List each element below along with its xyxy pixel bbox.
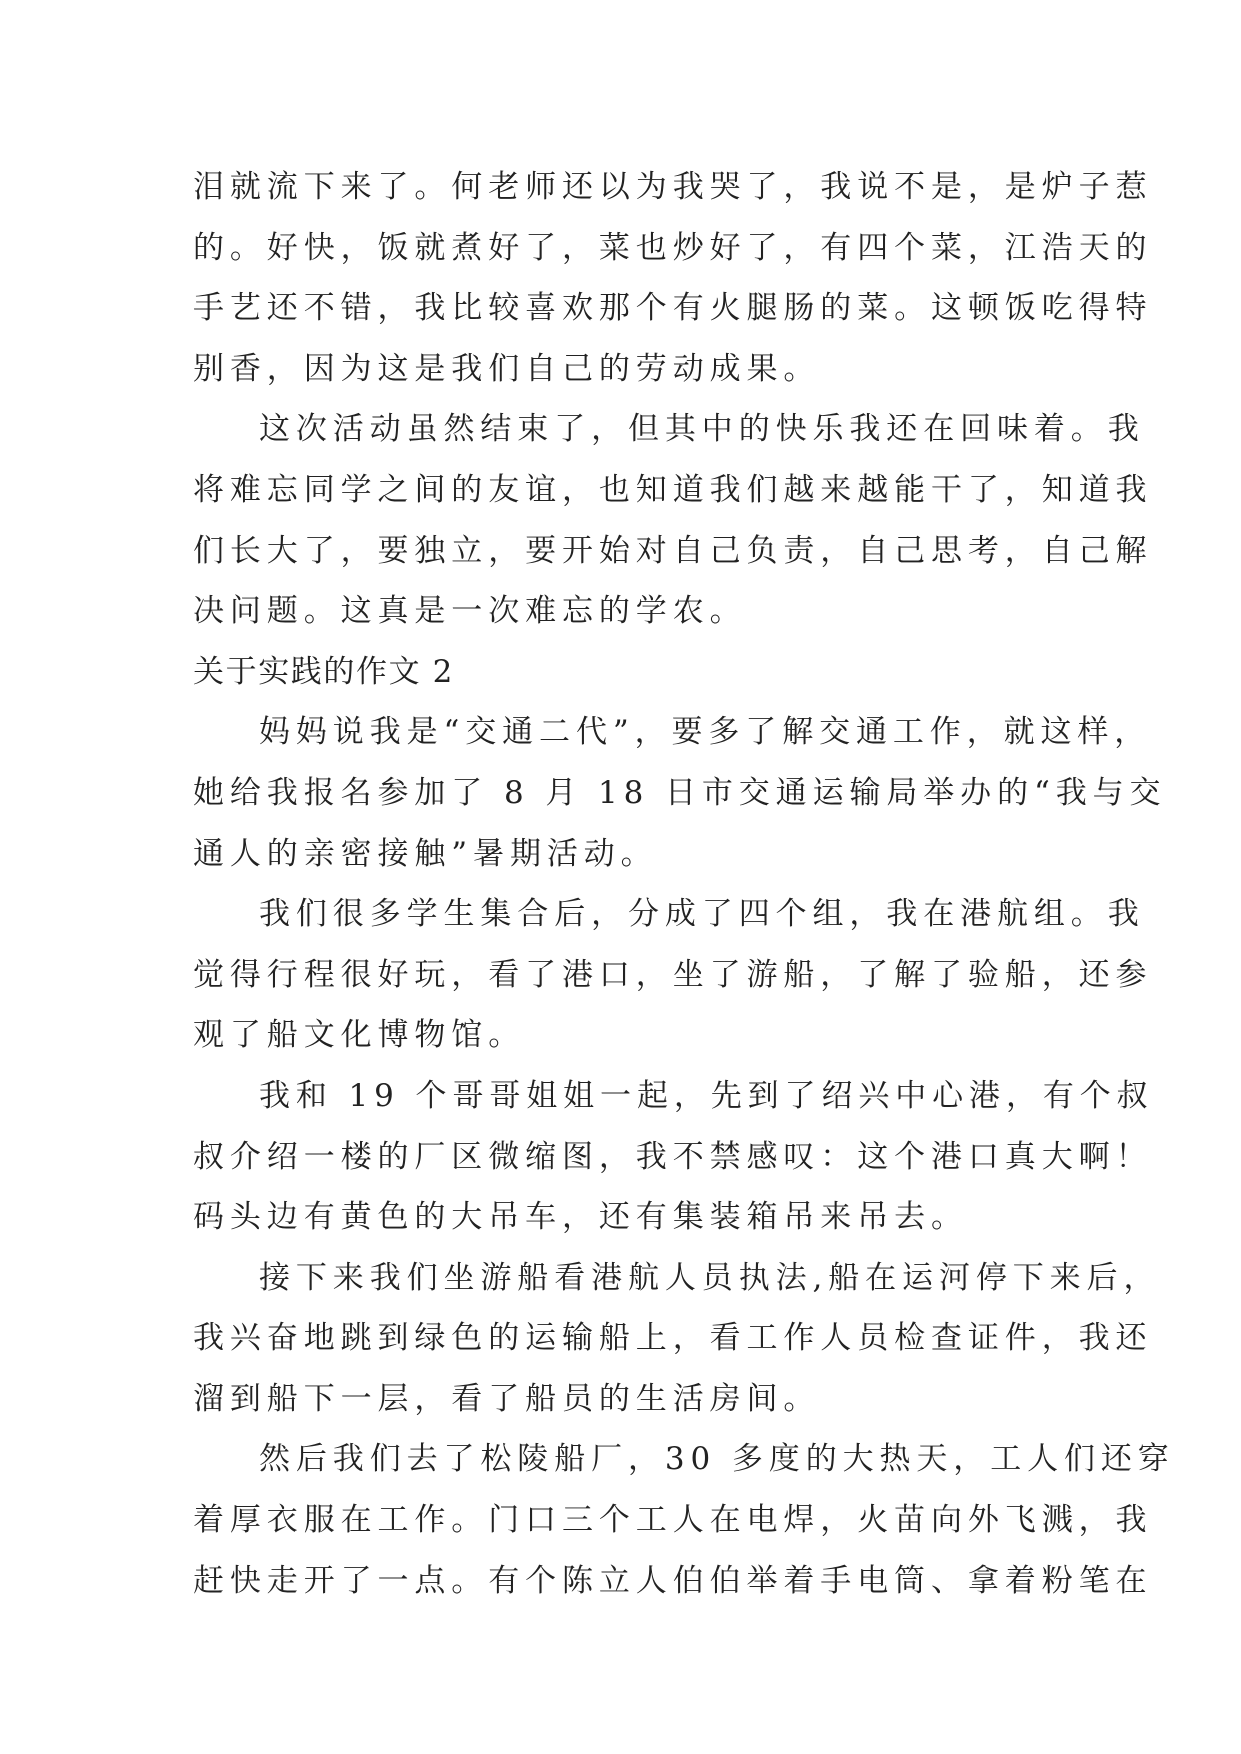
text-line: 这次活动虽然结束了，但其中的快乐我还在回味着。我	[259, 411, 1145, 448]
text-line: 着厚衣服在工作。门口三个工人在电焊，火苗向外飞溅，我	[193, 1502, 1153, 1539]
text-line: 我们很多学生集合后，分成了四个组，我在港航组。我	[259, 896, 1145, 933]
text-line: 观了船文化博物馆。	[193, 1017, 526, 1054]
text-line: 溜到船下一层，看了船员的生活房间。	[193, 1380, 821, 1417]
text-line: 的。好快，饭就煮好了，菜也炒好了，有四个菜，江浩天的	[193, 229, 1153, 266]
text-line: 我和 19 个哥哥姐姐一起，先到了绍兴中心港，有个叔	[259, 1077, 1154, 1114]
text-line: 别香，因为这是我们自己的劳动成果。	[193, 350, 821, 387]
text-line: 泪就流下来了。何老师还以为我哭了，我说不是，是炉子惹	[193, 169, 1153, 205]
text-line: 决问题。这真是一次难忘的学农。	[193, 593, 747, 630]
text-line: 赶快走开了一点。有个陈立人伯伯举着手电筒、拿着粉笔在	[193, 1562, 1153, 1599]
text-line: 妈妈说我是“交通二代”，要多了解交通工作，就这样，	[259, 714, 1152, 751]
text-line: 将难忘同学之间的友谊，也知道我们越来越能干了，知道我	[193, 471, 1153, 508]
text-line: 我兴奋地跳到绿色的运输船上，看工作人员检查证件，我还	[193, 1320, 1153, 1357]
text-line: 码头边有黄色的大吊车，还有集装箱吊来吊去。	[193, 1199, 968, 1236]
text-line: 她给我报名参加了 8 月 18 日市交通运输局举办的“我与交	[193, 774, 1167, 811]
text-line: 叔介绍一楼的厂区微缩图，我不禁感叹：这个港口真大啊！	[193, 1138, 1153, 1175]
essay-body	[193, 157, 1175, 1611]
section-heading: 关于实践的作文 2	[193, 653, 454, 690]
text-line: 手艺还不错，我比较喜欢那个有火腿肠的菜。这顿饭吃得特	[193, 290, 1153, 327]
text-line: 然后我们去了松陵船厂，30 多度的大热天，工人们还穿	[259, 1441, 1175, 1478]
text-line: 通人的亲密接触”暑期活动。	[193, 835, 658, 872]
text-line: 接下来我们坐游船看港航人员执法,船在运河停下来后，	[259, 1259, 1161, 1296]
text-line: 们长大了，要独立，要开始对自己负责，自己思考，自己解	[193, 532, 1153, 569]
text-line: 觉得行程很好玩，看了港口，坐了游船，了解了验船，还参	[193, 956, 1153, 993]
